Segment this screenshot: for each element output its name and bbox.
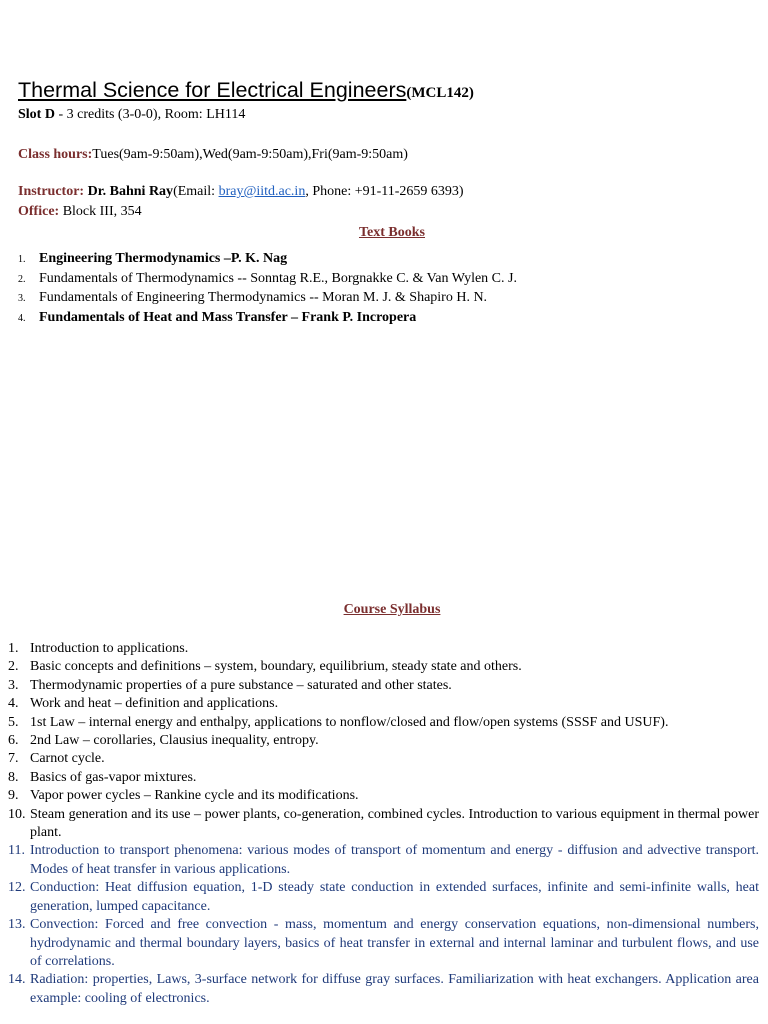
syllabus-text: Radiation: properties, Laws, 3-surface network for diffuse gray surfaces. Familiarization with heat exchangers. Application area example: cooling of electronics. <box>30 972 759 1006</box>
textbook-num: 1. <box>18 254 26 265</box>
syllabus-text: 1st Law – internal energy and enthalpy, applications to nonflow/closed and flow/open systems (SSSF and USUF). <box>30 714 669 730</box>
instructor-name: Dr. Bahni Ray <box>84 184 174 199</box>
textbook-text: Fundamentals of Engineering Thermodynamics -- Moran M. J. & Shapiro H. N. <box>39 290 488 305</box>
syllabus-text: Work and heat – definition and applications. <box>30 696 279 712</box>
syllabus-text: Convection: Forced and free convection - mass, momentum and energy conservation equations, non-dimensional numbers, hydrodynamic and thermal boundary layers, basics of heat transfer in external and internal laminar and turbulent flows, and use of correlations. <box>30 917 759 969</box>
syllabus-item <box>8 677 759 695</box>
syllabus-text: Carnot cycle. <box>30 751 105 767</box>
instructor-label: Instructor: <box>18 184 85 199</box>
textbook-num: 2. <box>18 273 26 285</box>
instructor-line <box>18 184 464 200</box>
syllabus-num: 5. <box>8 714 19 730</box>
syllabus-text: Introduction to transport phenomena: various modes of transport of momentum and energy - diffusion and advective transport. Modes of heat transfer in various applications. <box>30 843 759 877</box>
syllabus-item <box>8 787 759 805</box>
instructor-email-prefix: (Email: <box>173 184 219 199</box>
slot-label: Slot D <box>18 107 55 122</box>
slot-line <box>18 107 245 123</box>
textbook-num: 3. <box>18 293 26 304</box>
class-hours-line <box>18 147 408 163</box>
syllabus-item <box>8 916 759 971</box>
textbooks-list <box>18 250 758 328</box>
office-label: Office: <box>18 204 60 219</box>
syllabus-item <box>8 750 759 768</box>
syllabus-text: Introduction to applications. <box>30 641 189 656</box>
syllabus-num: 11. <box>8 843 25 859</box>
instructor-phone: , Phone: +91-11-2659 6393) <box>305 184 464 199</box>
textbook-text: Fundamentals of Thermodynamics -- Sonntag R.E., Borgnakke C. & Van Wylen C. J. <box>39 270 517 286</box>
syllabus-text: 2nd Law – corollaries, Clausius inequality, entropy. <box>30 733 319 749</box>
syllabus-num: 2. <box>8 659 19 675</box>
textbook-item <box>18 270 758 290</box>
course-title <box>18 78 474 103</box>
syllabus-item <box>8 842 759 879</box>
syllabus-heading: Course Syllabus <box>343 602 441 617</box>
syllabus-text: Basic concepts and definitions – system, boundary, equilibrium, steady state and others. <box>30 659 522 675</box>
syllabus-item <box>8 658 759 676</box>
textbooks-heading: Text Books <box>358 225 425 240</box>
syllabus-num: 6. <box>8 733 19 749</box>
syllabus-item <box>8 714 759 732</box>
syllabus-text: Thermodynamic properties of a pure substance – saturated and other states. <box>30 677 452 693</box>
syllabus-list <box>8 640 759 1008</box>
syllabus-text: Steam generation and its use – power plants, co-generation, combined cycles. Introduction to various equipment in thermal power plant. <box>30 806 759 841</box>
class-hours-label: Class hours: <box>18 147 93 162</box>
syllabus-item <box>8 732 759 750</box>
textbook-item <box>18 250 758 270</box>
syllabus-num: 4. <box>8 696 19 712</box>
syllabus-num: 14. <box>8 972 26 988</box>
course-code: (MCL142) <box>406 85 474 101</box>
office-line <box>18 204 142 220</box>
syllabus-num: 7. <box>8 751 19 767</box>
class-hours-text: Tues(9am-9:50am),Wed(9am-9:50am),Fri(9am-9:50am) <box>92 147 408 162</box>
syllabus-item <box>8 971 759 1008</box>
course-title-text: Thermal Science for Electrical Engineers <box>18 78 407 102</box>
textbook-num: 4. <box>18 312 26 324</box>
syllabus-item <box>8 695 759 713</box>
syllabus-num: 9. <box>8 788 19 804</box>
syllabus-num: 12. <box>8 880 26 896</box>
textbook-text: Engineering Thermodynamics –P. K. Nag <box>39 251 288 266</box>
syllabus-item <box>8 806 759 843</box>
syllabus-item <box>8 640 759 658</box>
syllabus-num: 8. <box>8 769 19 785</box>
syllabus-text: Conduction: Heat diffusion equation, 1-D steady state conduction in extended surfaces, infinite and semi-infinite walls, heat generation, lumped capacitance. <box>30 880 759 914</box>
syllabus-text: Basics of gas-vapor mixtures. <box>30 769 197 785</box>
textbook-text: Fundamentals of Heat and Mass Transfer – Frank P. Incropera <box>39 309 417 325</box>
textbook-item <box>18 309 758 329</box>
textbook-item <box>18 289 758 309</box>
syllabus-item <box>8 769 759 787</box>
syllabus-num: 1. <box>8 641 19 656</box>
slot-text: - 3 credits (3-0-0), Room: LH114 <box>54 107 246 122</box>
syllabus-num: 13. <box>8 917 26 933</box>
office-text: Block III, 354 <box>59 204 142 219</box>
syllabus-num: 3. <box>8 677 19 693</box>
syllabus-num: 10. <box>8 806 26 822</box>
instructor-email-link[interactable]: bray@iitd.ac.in <box>218 184 306 199</box>
syllabus-item <box>8 879 759 916</box>
syllabus-text: Vapor power cycles – Rankine cycle and its modifications. <box>30 788 359 804</box>
